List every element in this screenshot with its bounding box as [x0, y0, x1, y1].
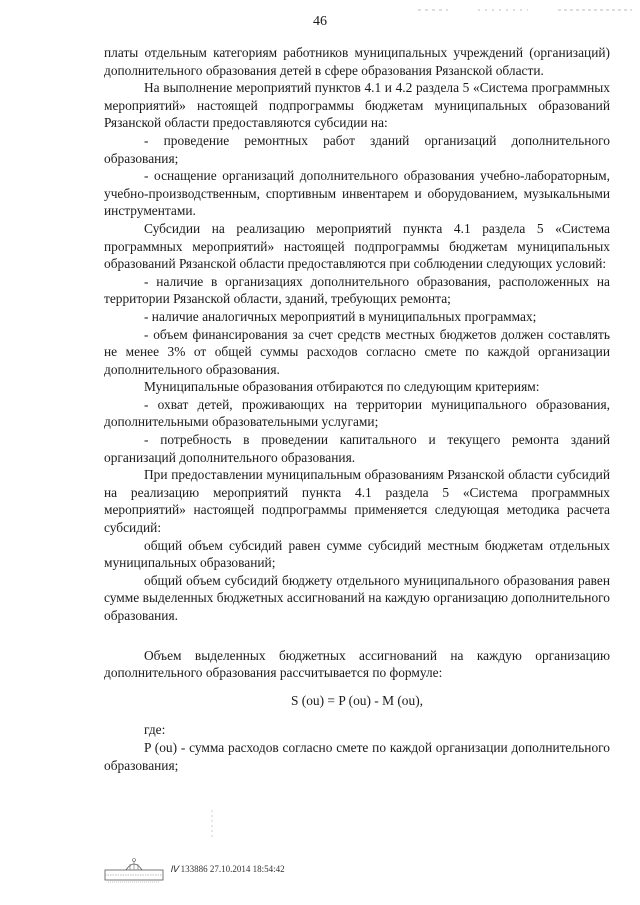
paragraph: На выполнение мероприятий пунктов 4.1 и 4.2 раздела 5 «Система программных мероприятий» настоящей подпрограммы бюджетам муниципальных образований Рязанской области предоставляются субсидии на:	[104, 80, 610, 131]
paragraph: Субсидии на реализацию мероприятий пункта 4.1 раздела 5 «Система программных мероприятий» настоящей подпрограммы бюджетам муниципальных образований Рязанской области предоставляются при соблюдении следующих условий:	[104, 220, 610, 272]
stamp-timestamp: 27.10.2014 18:54:42	[209, 864, 285, 874]
paragraph: Объем выделенных бюджетных ассигнований на каждую организацию дополнительного образования рассчитывается по формуле:	[104, 647, 610, 681]
paragraph: - наличие в организациях дополнительного образования, расположенных на территории Рязанской области, зданий, требующих ремонта;	[104, 273, 610, 307]
paragraph: - потребность в проведении капитального и текущего ремонта зданий организаций дополнительного образования.	[104, 432, 610, 465]
registration-seal-icon	[104, 856, 164, 884]
stamp-mark: Ⅳ	[170, 864, 179, 874]
paragraph: P (ou) - сумма расходов согласно смете по каждой организации дополнительного образования;	[104, 739, 610, 773]
document-footer	[104, 856, 364, 886]
stamp-doc-number: 133886	[180, 864, 208, 874]
formula: S (ou) = P (ou) - M (ou),	[290, 692, 424, 708]
paragraph: - проведение ремонтных работ зданий организаций дополнительного образования;	[104, 132, 610, 166]
scan-edge-marks	[418, 8, 632, 12]
scan-artifact	[210, 810, 214, 838]
paragraph: где:	[144, 722, 166, 738]
paragraph: - охват детей, проживающих на территории муниципального образования, дополнительными образовательными услугами;	[104, 396, 610, 430]
paragraph: Муниципальные образования отбираются по следующим критериям:	[144, 379, 540, 395]
page-number: 46	[313, 14, 327, 29]
paragraph: - объем финансирования за счет средств местных бюджетов должен составлять не менее 3% от общей суммы расходов согласно смете по каждой организации дополнительного образования.	[104, 326, 610, 377]
paragraph: - оснащение организаций дополнительного образования учебно-лабораторным, учебно-производственным, спортивным инвентарем и оборудованием, музыкальными инструментами.	[104, 168, 610, 219]
paragraph: общий объем субсидий равен сумме субсидий местным бюджетам отдельных муниципальных образований;	[104, 537, 610, 571]
paragraph: При предоставлении муниципальным образованиям Рязанской области субсидий на реализацию мероприятий пункта 4.1 раздела 5 «Система программных мероприятий» настоящей подпрограммы применяется следующая методика расчета субсидий:	[104, 467, 610, 536]
registration-stamp	[170, 864, 285, 875]
paragraph: - наличие аналогичных мероприятий в муниципальных программах;	[144, 308, 537, 324]
document-body	[104, 44, 610, 774]
paragraph: платы отдельным категориям работников муниципальных учреждений (организаций) дополнительного образования детей в сфере образования Рязанской области.	[104, 45, 610, 78]
paragraph: общий объем субсидий бюджету отдельного муниципального образования равен сумме выделенных бюджетных ассигнований на каждую организацию дополнительного образования.	[104, 572, 610, 623]
